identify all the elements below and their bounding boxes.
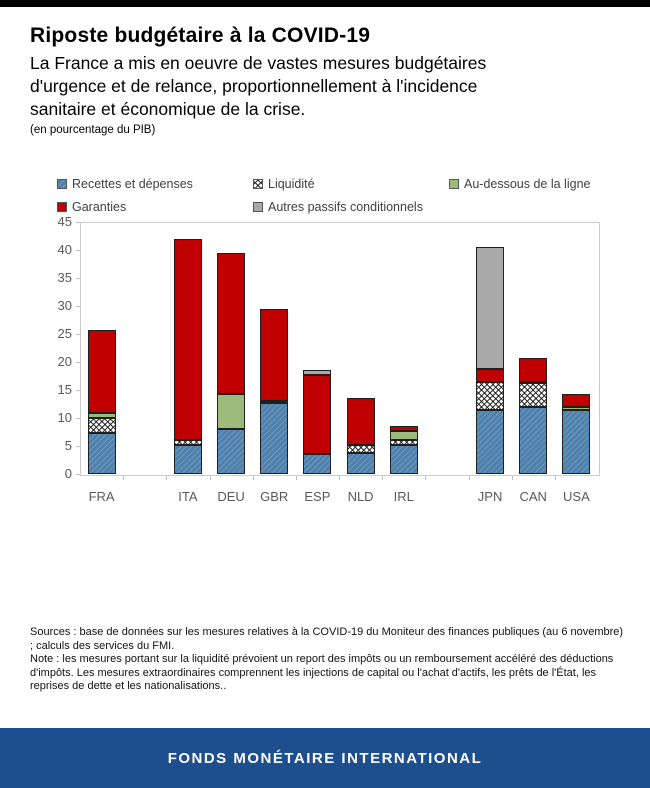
bar-segment-blue-ESP bbox=[303, 454, 331, 474]
x-axis-label: JPN bbox=[477, 489, 503, 504]
x-axis-label: USA bbox=[563, 489, 590, 504]
unit-note: (en pourcentage du PIB) bbox=[30, 124, 156, 136]
legend-item-label: Recettes et dépenses bbox=[72, 177, 193, 191]
y-axis-tick bbox=[76, 474, 80, 475]
bar-segment-gray-ESP bbox=[303, 370, 331, 375]
bar-segment-green-DEU bbox=[217, 394, 245, 429]
x-axis-tick bbox=[512, 476, 513, 480]
bar-segment-red-GBR bbox=[260, 309, 288, 401]
legend-item bbox=[57, 177, 253, 191]
bar-segment-red-CAN bbox=[519, 358, 547, 382]
bar-segment-hatch-IRL bbox=[390, 440, 418, 444]
y-axis-label: 40 bbox=[57, 242, 72, 257]
imf-banner-label: FONDS MONÉTAIRE INTERNATIONAL bbox=[167, 749, 483, 767]
bar-segment-red-NLD bbox=[347, 398, 375, 444]
y-axis-tick bbox=[76, 418, 80, 419]
x-axis-label: GBR bbox=[260, 489, 289, 504]
bar-segment-gray-JPN bbox=[476, 247, 504, 369]
legend-item bbox=[449, 177, 645, 191]
bar-segment-blue-DEU bbox=[217, 429, 245, 474]
bar-segment-red-DEU bbox=[217, 253, 245, 394]
y-axis-label: 35 bbox=[57, 270, 72, 285]
legend-item-label: Au-dessous de la ligne bbox=[464, 177, 591, 191]
sources-text: Sources : base de données sur les mesures relatives à la COVID-19 du Moniteur des finances publiques (au 6 novembre) ; calculs des services du FMI. bbox=[30, 626, 624, 652]
top-black-bar bbox=[0, 0, 650, 7]
y-axis-label: 45 bbox=[57, 214, 72, 229]
x-axis-tick bbox=[210, 476, 211, 480]
subtitle-line: d'urgence et de relance, proportionnellement à l'incidence bbox=[30, 76, 478, 96]
y-axis-label: 20 bbox=[57, 354, 72, 369]
y-axis-tick bbox=[76, 334, 80, 335]
legend-swatch-blue bbox=[57, 179, 67, 189]
legend-swatch-hatch bbox=[253, 179, 263, 189]
y-axis-label: 5 bbox=[64, 438, 72, 453]
bar-segment-blue-GBR bbox=[260, 403, 288, 474]
bar-segment-hatch-GBR bbox=[260, 401, 288, 403]
x-axis-tick bbox=[166, 476, 167, 480]
x-axis-label: FRA bbox=[88, 489, 115, 504]
y-axis-tick bbox=[76, 446, 80, 447]
y-axis-tick bbox=[76, 362, 80, 363]
x-axis-label: CAN bbox=[519, 489, 547, 504]
imf-banner bbox=[0, 728, 650, 788]
bar-segment-green-IRL bbox=[390, 431, 418, 441]
x-axis-tick bbox=[339, 476, 340, 480]
bar-segment-hatch-JPN bbox=[476, 382, 504, 409]
legend-item bbox=[253, 177, 449, 191]
y-axis-label: 15 bbox=[57, 382, 72, 397]
subtitle-line: sanitaire et économique de la crise. bbox=[30, 99, 306, 119]
bar-segment-red-FRA bbox=[88, 330, 116, 413]
bar-segment-red-JPN bbox=[476, 369, 504, 382]
bar-segment-hatch-CAN bbox=[519, 383, 547, 407]
bar-segment-green-USA bbox=[562, 407, 590, 409]
chart-footer bbox=[30, 626, 626, 694]
bar-segment-blue-JPN bbox=[476, 410, 504, 474]
bar-segment-blue-ITA bbox=[174, 445, 202, 474]
x-axis-tick bbox=[382, 476, 383, 480]
legend-swatch-green bbox=[449, 179, 459, 189]
x-axis-tick bbox=[123, 476, 124, 480]
x-axis-label: ESP bbox=[304, 489, 331, 504]
legend-item bbox=[57, 200, 253, 214]
legend-item-label: Autres passifs conditionnels bbox=[268, 200, 423, 214]
y-axis-label: 25 bbox=[57, 326, 72, 341]
y-axis-label: 10 bbox=[57, 410, 72, 425]
bar-segment-blue-FRA bbox=[88, 433, 116, 474]
bar-segment-blue-IRL bbox=[390, 445, 418, 474]
legend-swatch-red bbox=[57, 202, 67, 212]
x-axis-tick bbox=[425, 476, 426, 480]
bar-segment-green-FRA bbox=[88, 413, 116, 418]
bar-segment-hatch-ITA bbox=[174, 440, 202, 445]
y-axis-label: 30 bbox=[57, 298, 72, 313]
y-axis-tick bbox=[76, 250, 80, 251]
legend-swatch-gray bbox=[253, 202, 263, 212]
y-axis-tick bbox=[76, 390, 80, 391]
subtitle-line: La France a mis en oeuvre de vastes mesures budgétaires bbox=[30, 53, 487, 73]
x-axis-label: DEU bbox=[217, 489, 245, 504]
page-title: Riposte budgétaire à la COVID-19 bbox=[30, 24, 371, 47]
y-axis-tick bbox=[76, 222, 80, 223]
bar-segment-hatch-FRA bbox=[88, 418, 116, 433]
chart-legend bbox=[57, 177, 645, 214]
y-axis-tick bbox=[76, 278, 80, 279]
page-subtitle bbox=[30, 52, 630, 121]
legend-item-label: Liquidité bbox=[268, 177, 315, 191]
bar-segment-red-ITA bbox=[174, 239, 202, 440]
x-axis-label: NLD bbox=[347, 489, 374, 504]
bar-segment-red-USA bbox=[562, 394, 590, 407]
x-axis-tick bbox=[469, 476, 470, 480]
x-axis-tick bbox=[555, 476, 556, 480]
bar-segment-green-CAN bbox=[519, 382, 547, 384]
bar-segment-hatch-NLD bbox=[347, 445, 375, 453]
bar-segment-red-IRL bbox=[390, 426, 418, 431]
x-axis-tick bbox=[296, 476, 297, 480]
x-axis-label: IRL bbox=[393, 489, 414, 504]
bar-segment-blue-NLD bbox=[347, 453, 375, 474]
bar-segment-blue-USA bbox=[562, 410, 590, 474]
bar-segment-blue-CAN bbox=[519, 407, 547, 474]
y-axis-tick bbox=[76, 306, 80, 307]
bar-segment-red-ESP bbox=[303, 375, 331, 454]
note-text: Note : les mesures portant sur la liquidité prévoient un report des impôts ou un remboursement accéléré des déductions d'impôts. Les mesures extraordinaires comprennent les injections de capital ou l'achat d'actifs, les prêts de l'État, les reprises de dette et les nationalisations.. bbox=[30, 653, 614, 692]
y-axis-label: 0 bbox=[64, 466, 72, 481]
x-axis-label: ITA bbox=[178, 489, 198, 504]
x-axis-tick bbox=[253, 476, 254, 480]
legend-item-label: Garanties bbox=[72, 200, 127, 214]
legend-item bbox=[253, 200, 449, 214]
